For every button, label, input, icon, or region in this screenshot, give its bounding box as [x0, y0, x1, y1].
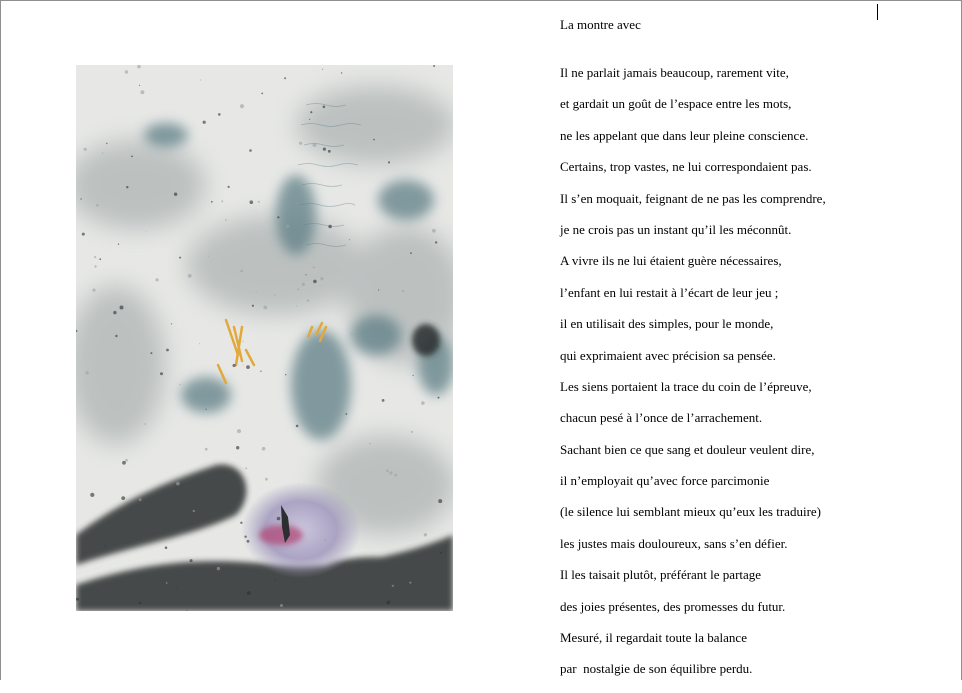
paint-speckle: [176, 587, 177, 588]
paint-speckle: [328, 225, 332, 229]
paint-speckle: [113, 311, 116, 314]
paint-speckle: [307, 299, 309, 301]
paint-speckle: [99, 258, 101, 260]
paint-speckle: [387, 601, 390, 604]
paint-speckle: [373, 139, 375, 141]
poem-line: les justes mais douloureux, sans s’en défier.: [560, 535, 788, 551]
paint-speckle: [310, 111, 312, 113]
paint-speckle: [188, 274, 192, 278]
poem-line: Les siens portaient la trace du coin de l’épreuve,: [560, 378, 812, 394]
paint-speckle: [240, 104, 244, 108]
paint-speckle: [121, 496, 125, 500]
paint-speckle: [125, 459, 128, 462]
poem-line: par nostalgie de son équilibre perdu.: [560, 661, 753, 677]
paint-speckle: [165, 546, 168, 549]
paint-speckle: [120, 306, 124, 310]
paint-speckle: [322, 69, 323, 70]
paint-speckle: [190, 559, 193, 562]
paint-speckle: [228, 186, 230, 188]
paint-speckle: [421, 401, 425, 405]
paint-speckle: [115, 335, 117, 337]
paint-speckle: [261, 93, 263, 95]
paint-speckle: [382, 399, 385, 402]
paint-speckle: [388, 161, 390, 163]
paint-speckle: [313, 143, 317, 147]
paint-speckle: [297, 288, 299, 290]
paint-speckle: [275, 579, 276, 580]
poem-line: il n’employait qu’avec force parcimonie: [560, 473, 770, 489]
paint-speckle: [313, 280, 317, 284]
paint-speckle: [410, 252, 412, 254]
paint-speckle: [245, 467, 247, 469]
paint-speckle: [323, 106, 326, 109]
paint-speckle: [187, 610, 188, 611]
paint-speckle: [433, 65, 435, 67]
paint-speckle: [211, 201, 213, 203]
paint-speckle: [411, 431, 413, 433]
paint-speckle: [122, 461, 126, 465]
paint-speckle: [413, 375, 414, 376]
paint-speckle: [392, 585, 394, 587]
poem-line: A vivre ils ne lui étaient guère nécessaires,: [560, 253, 782, 269]
poem-line: Il les taisait plutôt, préférant le partage: [560, 567, 762, 583]
paint-speckle: [246, 365, 250, 369]
paint-speckle: [296, 425, 299, 428]
paint-speckle: [94, 256, 96, 258]
paint-speckle: [94, 265, 96, 267]
paint-speckle: [240, 270, 243, 273]
paint-speckle: [243, 365, 244, 366]
poem-line: qui exprimaient avec précision sa pensée.: [560, 347, 776, 363]
poem-line: je ne crois pas un instant qu’il les méconnût.: [560, 221, 792, 237]
paint-speckle: [323, 148, 326, 151]
poem-line: Il s’en moquait, feignant de ne pas les comprendre,: [560, 190, 826, 206]
paint-speckle: [265, 478, 268, 481]
poem-body: [560, 65, 826, 693]
paint-speckle: [247, 540, 250, 543]
paint-speckle: [328, 150, 331, 153]
paint-speckle: [277, 517, 281, 521]
paint-speckle: [252, 305, 254, 307]
paint-speckle: [96, 204, 99, 207]
paint-speckle: [160, 372, 163, 375]
paint-speckle: [166, 582, 168, 584]
paint-speckle: [263, 306, 267, 310]
paint-speckle: [402, 290, 404, 292]
paint-speckle: [217, 567, 220, 570]
text-cursor: [877, 4, 878, 20]
paint-speckle: [92, 289, 95, 292]
paint-speckle: [284, 77, 286, 79]
paint-speckle: [156, 278, 159, 281]
paint-speckle: [206, 409, 207, 410]
paint-speckle: [247, 591, 251, 595]
paint-speckle: [105, 546, 106, 547]
paint-speckle: [146, 231, 147, 232]
paint-speckle: [131, 156, 133, 158]
paint-speckle: [424, 533, 427, 536]
paint-speckle: [208, 256, 209, 257]
paint-speckle: [76, 598, 79, 601]
paint-speckle: [299, 142, 302, 145]
paint-speckle: [260, 371, 261, 372]
paint-speckle: [258, 201, 260, 203]
paint-speckle: [180, 384, 181, 385]
paint-speckle: [351, 333, 353, 335]
poem-line: ne les appelant que dans leur pleine conscience.: [560, 127, 809, 143]
paint-speckle: [302, 283, 305, 286]
paint-speckle: [166, 349, 169, 352]
paint-speckle: [378, 289, 379, 290]
paint-speckle: [233, 364, 236, 367]
paint-speckle: [140, 90, 144, 94]
paint-speckle: [389, 471, 392, 474]
paint-speckle: [126, 186, 128, 188]
paint-speckle: [84, 148, 87, 151]
paint-speckle: [286, 225, 290, 229]
paint-speckle: [171, 323, 172, 324]
poem-line: Mesuré, il regardait toute la balance: [560, 630, 747, 646]
paint-speckle: [225, 220, 226, 221]
paint-speckle: [243, 341, 244, 342]
paint-speckle: [435, 241, 437, 243]
poem-line: (le silence lui semblant mieux qu’eux les traduire): [560, 504, 821, 520]
paint-speckle: [106, 143, 107, 144]
paint-speckle: [193, 510, 195, 512]
paint-speckle: [200, 79, 201, 80]
paint-speckle: [369, 443, 371, 445]
paint-speckle: [305, 274, 306, 275]
paint-speckle: [324, 335, 328, 339]
poem-line: Sachant bien ce que sang et douleur veulent dire,: [560, 441, 815, 457]
paint-speckle: [324, 539, 326, 541]
paint-speckle: [440, 552, 442, 554]
paint-speckle: [285, 374, 286, 375]
paint-speckle: [199, 343, 200, 344]
paint-speckle: [125, 70, 128, 73]
paint-speckle: [244, 536, 246, 538]
paint-speckle: [262, 447, 266, 451]
paint-speckle: [320, 277, 323, 280]
painting-image: [76, 65, 453, 611]
paint-speckle: [118, 244, 119, 245]
paint-speckle: [280, 604, 283, 607]
paint-speckle: [139, 498, 142, 501]
paint-speckle: [349, 239, 350, 240]
paint-speckle: [176, 482, 180, 486]
paint-speckle: [386, 470, 389, 473]
paint-speckle: [205, 448, 208, 451]
poem-line: Certains, trop vastes, ne lui correspondaient pas.: [560, 159, 812, 175]
paint-speckle: [203, 121, 206, 124]
paint-speckle: [174, 193, 177, 196]
paint-speckle: [437, 345, 438, 346]
poem-line: l’enfant en lui restait à l’écart de leur jeu ;: [560, 284, 779, 300]
paint-speckle: [341, 72, 342, 73]
paint-speckle: [240, 522, 242, 524]
paint-speckle: [90, 493, 94, 497]
paint-speckle: [309, 119, 310, 120]
paint-speckle: [236, 446, 239, 449]
poem-line: chacun pesé à l’once de l’arrachement.: [560, 410, 763, 426]
poem-line: et gardait un goût de l’espace entre les mots,: [560, 96, 792, 112]
paint-speckle: [82, 233, 85, 236]
paint-speckle: [237, 429, 241, 433]
poem-line: des joies présentes, des promesses du futur.: [560, 598, 786, 614]
paint-speckle: [86, 371, 89, 374]
paint-speckle: [150, 352, 152, 354]
poem-title: La montre avec: [560, 17, 641, 32]
paint-speckle: [277, 216, 279, 218]
paint-speckle: [438, 397, 440, 399]
paint-speckle: [438, 499, 442, 503]
paint-speckle: [256, 291, 257, 292]
paint-speckle: [394, 474, 397, 477]
paint-speckle: [274, 295, 275, 296]
paint-speckle: [139, 85, 140, 86]
paint-speckle: [249, 149, 252, 152]
paint-speckle: [296, 305, 297, 306]
paint-speckle: [102, 153, 103, 154]
paint-speckle: [139, 602, 141, 604]
paint-speckle: [179, 257, 181, 259]
poem-line: il en utilisait des simples, pour le monde,: [560, 316, 774, 332]
poem-line: Il ne parlait jamais beaucoup, rarement vite,: [560, 65, 789, 80]
paint-speckle: [282, 245, 283, 246]
paint-speckle: [218, 113, 221, 116]
paint-speckle: [250, 200, 254, 204]
paint-speckle: [432, 229, 436, 233]
paint-speckle: [409, 582, 411, 584]
paint-speckle: [221, 200, 223, 202]
paint-speckle: [144, 423, 146, 425]
paint-speckle: [313, 266, 315, 268]
paint-speckle: [345, 413, 347, 415]
paint-speckle: [80, 198, 81, 199]
